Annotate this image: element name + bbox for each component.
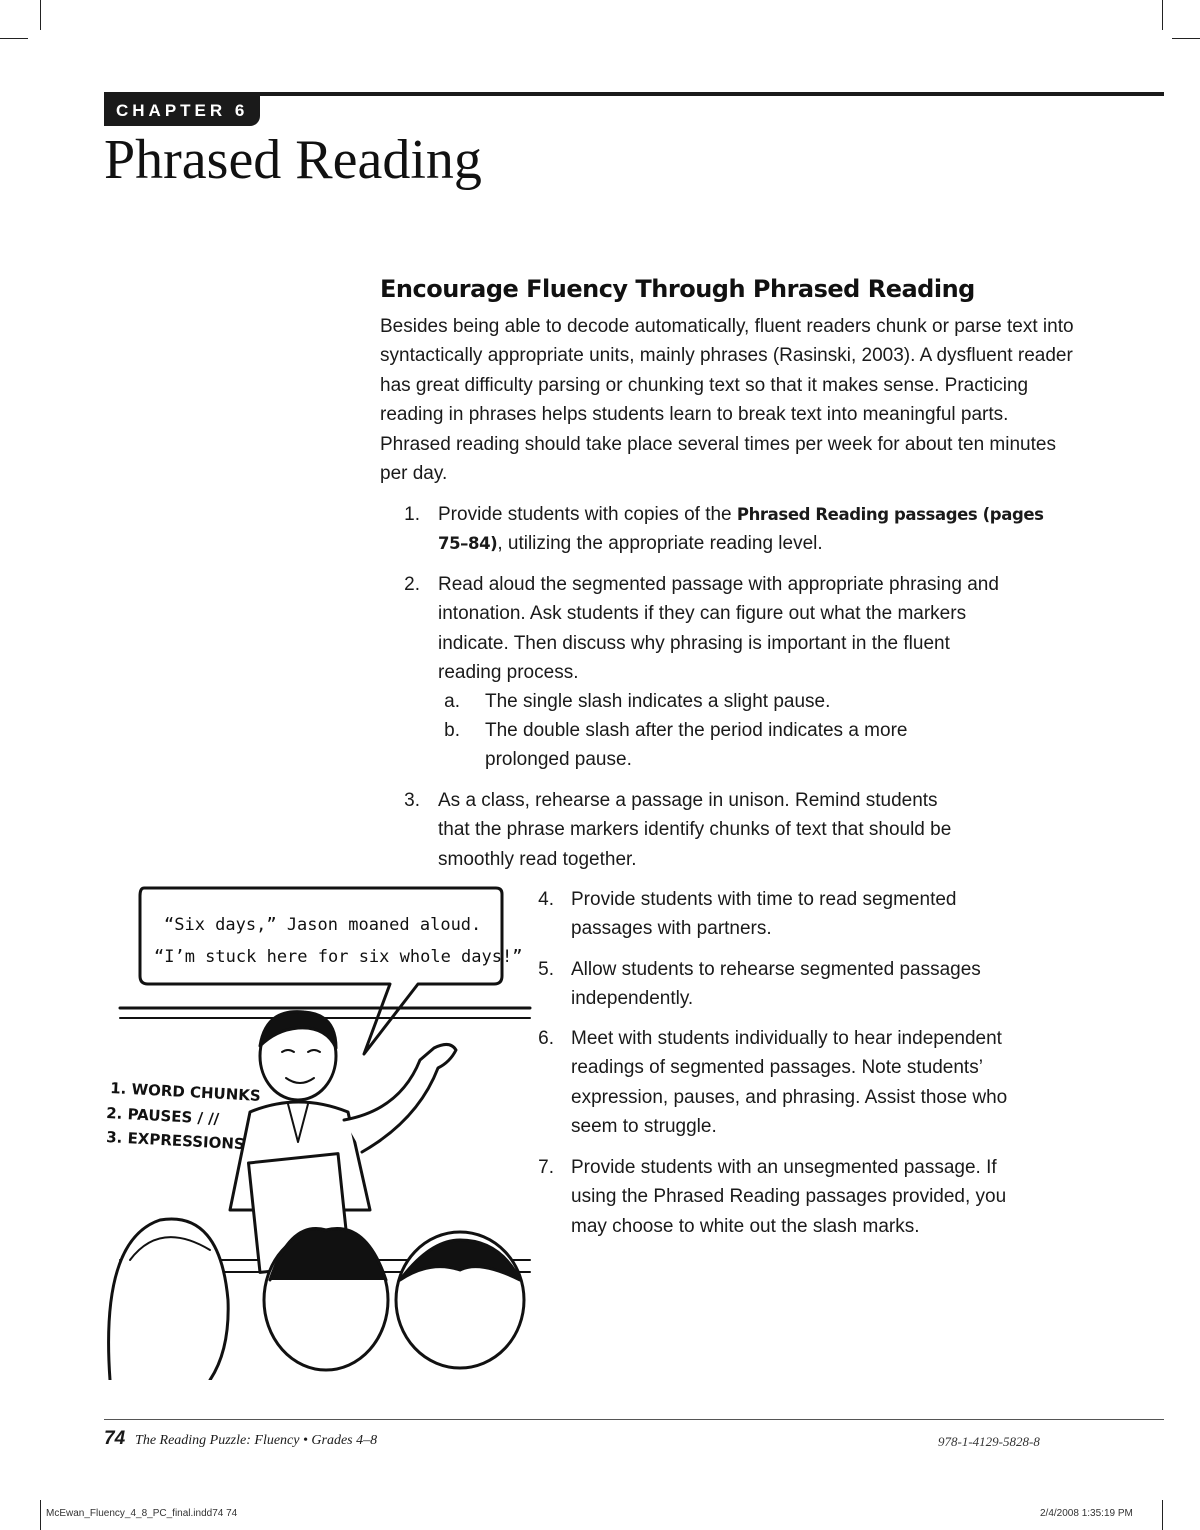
step-text: Meet with students individually to hear independent <box>571 1028 1002 1049</box>
step-text: independently. <box>571 988 694 1010</box>
crop-mark <box>1162 1500 1163 1530</box>
step-text: , utilizing the appropriate reading level. <box>497 533 823 555</box>
chapter-rule <box>104 92 1164 96</box>
step-text: As a class, rehearse a passage in unison. Remind students <box>438 790 938 811</box>
step-text: indicate. Then discuss why phrasing is important in the fluent <box>438 632 950 654</box>
board-item: 3. EXPRESSIONS <box>105 1128 246 1154</box>
step-text: seem to struggle. <box>571 1116 717 1138</box>
board-item: 1. WORD CHUNKS <box>109 1079 262 1105</box>
sub-letter: a. <box>444 691 460 712</box>
step-text: using the Phrased Reading passages provided, you <box>571 1186 1007 1208</box>
step-text: Read aloud the segmented passage with appropriate phrasing and <box>438 574 999 595</box>
step-number: 5. <box>538 959 554 980</box>
step-text: may choose to white out the slash marks. <box>571 1215 920 1237</box>
step-text: Provide students with time to read segmented <box>571 889 957 910</box>
book-title: The Reading Puzzle: Fluency • Grades 4–8 <box>135 1433 378 1448</box>
crop-mark <box>1162 0 1163 30</box>
step-number: 1. <box>404 504 420 525</box>
step-text: readings of segmented passages. Note students’ <box>571 1057 983 1079</box>
footer-left <box>104 1428 377 1450</box>
step-text: that the phrase markers identify chunks of text that should be <box>438 819 952 841</box>
step-text: Provide students with an unsegmented passage. If <box>571 1157 997 1178</box>
sub-text: The single slash indicates a slight pause. <box>485 691 831 712</box>
crop-mark <box>0 38 28 39</box>
step-text: Provide students with copies of the <box>438 504 737 525</box>
board-item: 2. PAUSES / // <box>105 1104 220 1128</box>
print-slug-date: 2/4/2008 1:35:19 PM <box>1040 1508 1133 1519</box>
step-number: 2. <box>404 574 420 595</box>
crop-mark <box>40 0 41 30</box>
sub-text: The double slash after the period indicates a more <box>485 720 908 741</box>
sub-letter: b. <box>444 720 460 741</box>
step-text: expression, pauses, and phrasing. Assist those who <box>571 1086 1008 1108</box>
crop-mark <box>40 1500 41 1530</box>
page-title: Phrased Reading <box>104 129 482 191</box>
teacher-arm <box>344 1044 456 1152</box>
teacher-illustration <box>100 880 540 1380</box>
print-slug-file: McEwan_Fluency_4_8_PC_final.indd74 74 <box>46 1508 238 1519</box>
speech-line: “Six days,” Jason moaned aloud. <box>164 915 482 935</box>
page-number: 74 <box>104 1428 126 1449</box>
step-number: 7. <box>538 1157 554 1178</box>
sub-text: prolonged pause. <box>485 749 632 771</box>
step-text: intonation. Ask students if they can figure out what the markers <box>438 603 967 625</box>
section-heading: Encourage Fluency Through Phrased Reading <box>380 275 975 303</box>
step-number: 3. <box>404 790 420 811</box>
step-text: smoothly read together. <box>438 848 637 870</box>
chapter-label: CHAPTER 6 <box>104 96 260 126</box>
step-bold-text: Phrased Reading passages (pages <box>736 505 1044 524</box>
step-number: 4. <box>538 889 554 910</box>
step-text: passages with partners. <box>571 918 772 940</box>
speech-line: “I’m stuck here for six whole days!” <box>154 947 523 967</box>
step-number: 6. <box>538 1028 554 1049</box>
step-bold-text: 75–84) <box>438 534 498 554</box>
student-head <box>109 1219 229 1380</box>
student-head <box>264 1229 388 1370</box>
intro-paragraph: Besides being able to decode automatically, fluent readers chunk or parse text into syntactically appropriate units, mainly phrases (Rasinski, 2003). A dysfluent reader has great difficulty parsing or chunking text so that it makes sense. Practicing reading in phrases helps students learn to break text into meaningful parts. Phrased reading should take place several times per week for about ten minutes per day. <box>380 316 1074 485</box>
isbn: 978-1-4129-5828-8 <box>938 1434 1040 1449</box>
student-head <box>396 1232 524 1368</box>
crop-mark <box>1172 38 1200 39</box>
step-text: reading process. <box>438 662 579 684</box>
footer-rule <box>104 1419 1164 1420</box>
step-text: Allow students to rehearse segmented passages <box>571 959 981 980</box>
